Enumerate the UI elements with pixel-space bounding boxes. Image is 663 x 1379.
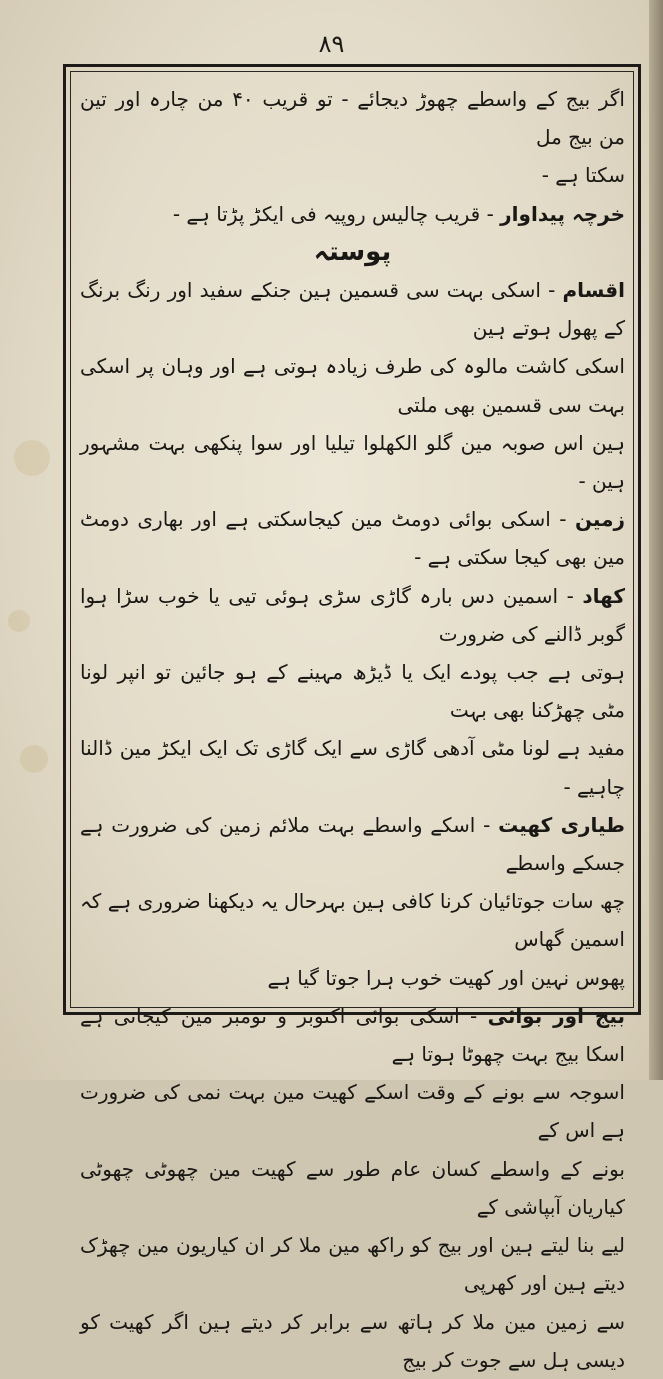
section-label: طیاری کھیت <box>498 812 625 837</box>
text-line: اقسام - اسکی بہت سی قسمین ہین جنکے سفید اور رنگ برنگ کے پھول ہوتے ہین <box>80 278 625 341</box>
text-line: کھاد - اسمین دس بارہ گاڑی سڑی ہوئی تیی یا خوب سڑا ہوا گوبر ڈالنے کی ضرورت <box>80 583 625 646</box>
text-line: پھوس نہین اور کھیت خوب ہرا جوتا گیا ہے <box>267 965 625 990</box>
text-line: چھ سات جوتائیان کرنا کافی ہین بہرحال یہ دیکھنا ضروری ہے کہ اسمین گھاس <box>80 889 625 952</box>
book-spine-edge <box>649 0 663 1080</box>
page-body-text <box>80 80 626 1372</box>
text-line: طیاری کھیت - اسکے واسطے بہت ملائم زمین کی ضرورت ہے جسکے واسطے <box>80 812 625 876</box>
text-line: خرچہ پیداوار - قریب چالیس روپیہ فی ایکڑ پڑتا ہے - <box>172 201 625 226</box>
section-label: زمین <box>574 507 625 532</box>
section-heading: پوستہ <box>313 236 392 267</box>
text-line: سکتا ہے - <box>541 163 625 188</box>
text-line: اسکی کاشت مالوہ کی طرف زیادہ ہوتی ہے اور وہان پر اسکی بہت سی قسمین بھی ملتی <box>80 354 625 417</box>
text-line: سے زمین مین ملا کر ہاتھ سے برابر کر دیتے ہین اگر کھیت کو دیسی ہل سے جوت کر بیج <box>80 1309 625 1372</box>
text-line: اسوجہ سے بونے کے وقت اسکے کھیت مین بہت نمی کی ضرورت ہے اس کے <box>80 1080 625 1143</box>
section-label: بیج اور بوائی <box>487 1003 626 1028</box>
text-line: ہین اس صوبہ مین گلو الکھلوا تیلیا اور سوا پنکھی بہت مشہور ہین - <box>80 430 625 494</box>
section-label: اقسام <box>562 278 625 303</box>
text-line: بونے کے واسطے کسان عام طور سے کھیت مین چھوٹی چھوٹی کیاریان آبپاشی کے <box>80 1156 625 1219</box>
text-line: اگر بیج کے واسطے چھوڑ دیجائے - تو قریب ۴۰ من چارہ اور تین من بیج مل <box>80 87 625 150</box>
section-label: خرچہ پیداوار <box>500 201 625 226</box>
text-line: زمین - اسکی بوائی دومٹ مین کیجاسکتی ہے اور بھاری دومٹ مین بھی کیجا سکتی ہے - <box>80 507 625 570</box>
text-line: بیج اور بوائی - اسکی بوائی اکتوبر و نومبر مین کیجاتی ہے اسکا بیج بہت چھوٹا ہوتا ہے <box>80 1003 626 1067</box>
text-line: ہوتی ہے جب پودے ایک یا ڈیڑھ مہینے کے ہو جائین تو انپر لونا مٹی چھڑکنا بھی بہت <box>80 660 625 723</box>
text-line: لیے بنا لیتے ہین اور بیج کو راکھ مین ملا کر ان کیاریون مین چھڑک دیتے ہین اور کھرپی <box>80 1233 625 1296</box>
text-line: مفید ہے لونا مٹی آدھی گاڑی سے ایک گاڑی تک ایک ایکڑ مین ڈالنا چاہیے - <box>80 736 625 799</box>
page-number: ۸۹ <box>318 30 345 58</box>
section-label: کھاد <box>582 583 625 608</box>
